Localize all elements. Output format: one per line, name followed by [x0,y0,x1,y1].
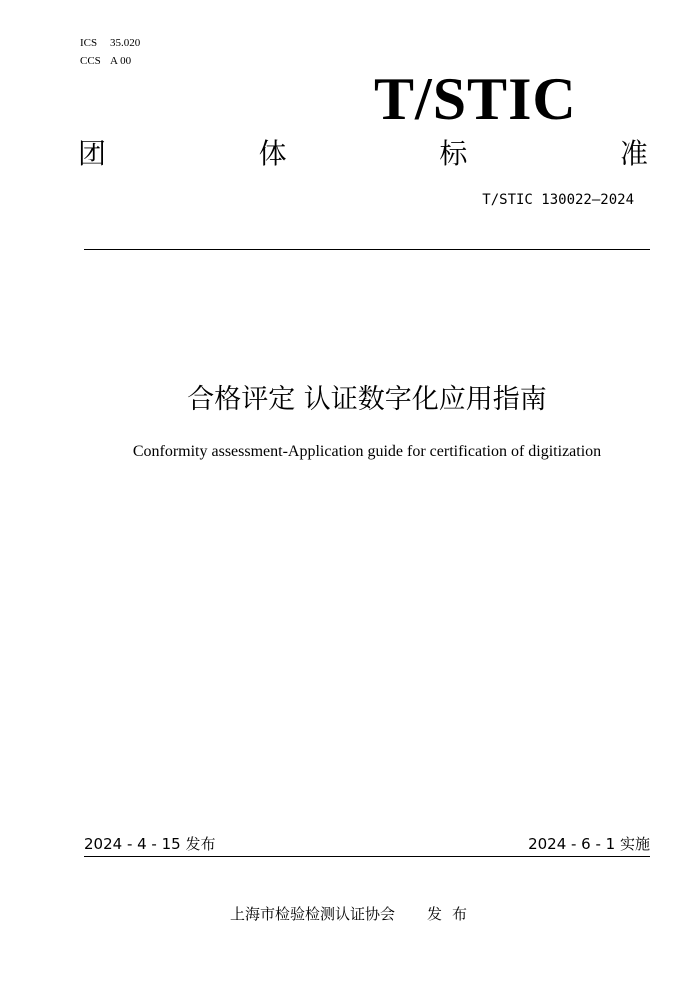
ccs-label: CCS [80,55,101,67]
doc-type-char: 体 [258,137,287,170]
publisher-organization: 上海市检验检测认证协会 [230,905,396,923]
ics-code: 35.020 [110,37,141,49]
org-logo: T/STIC [374,66,577,132]
document-type [78,134,648,174]
title-chinese: 合格评定 认证数字化应用指南 [187,384,547,415]
title-english: Conformity assessment-Application guide for certification of digitization [132,443,602,460]
publisher-action: 发布 [427,905,478,923]
doc-type-char: 标 [439,137,468,170]
doc-type-char: 准 [619,137,648,170]
classification-codes [80,34,140,70]
header-divider [84,249,650,250]
doc-type-char: 团 [78,137,107,170]
ics-line [80,34,140,52]
ics-label: ICS [80,37,98,49]
implementation-date: 2024 - 6 - 1 实施 [528,835,650,853]
standard-number: T/STIC 130022—2024 [482,192,634,208]
publisher [230,904,477,924]
ccs-code: A 00 [110,55,132,67]
ccs-line [80,52,140,70]
issue-date: 2024 - 4 - 15 发布 [84,835,216,853]
footer-divider [84,856,650,857]
